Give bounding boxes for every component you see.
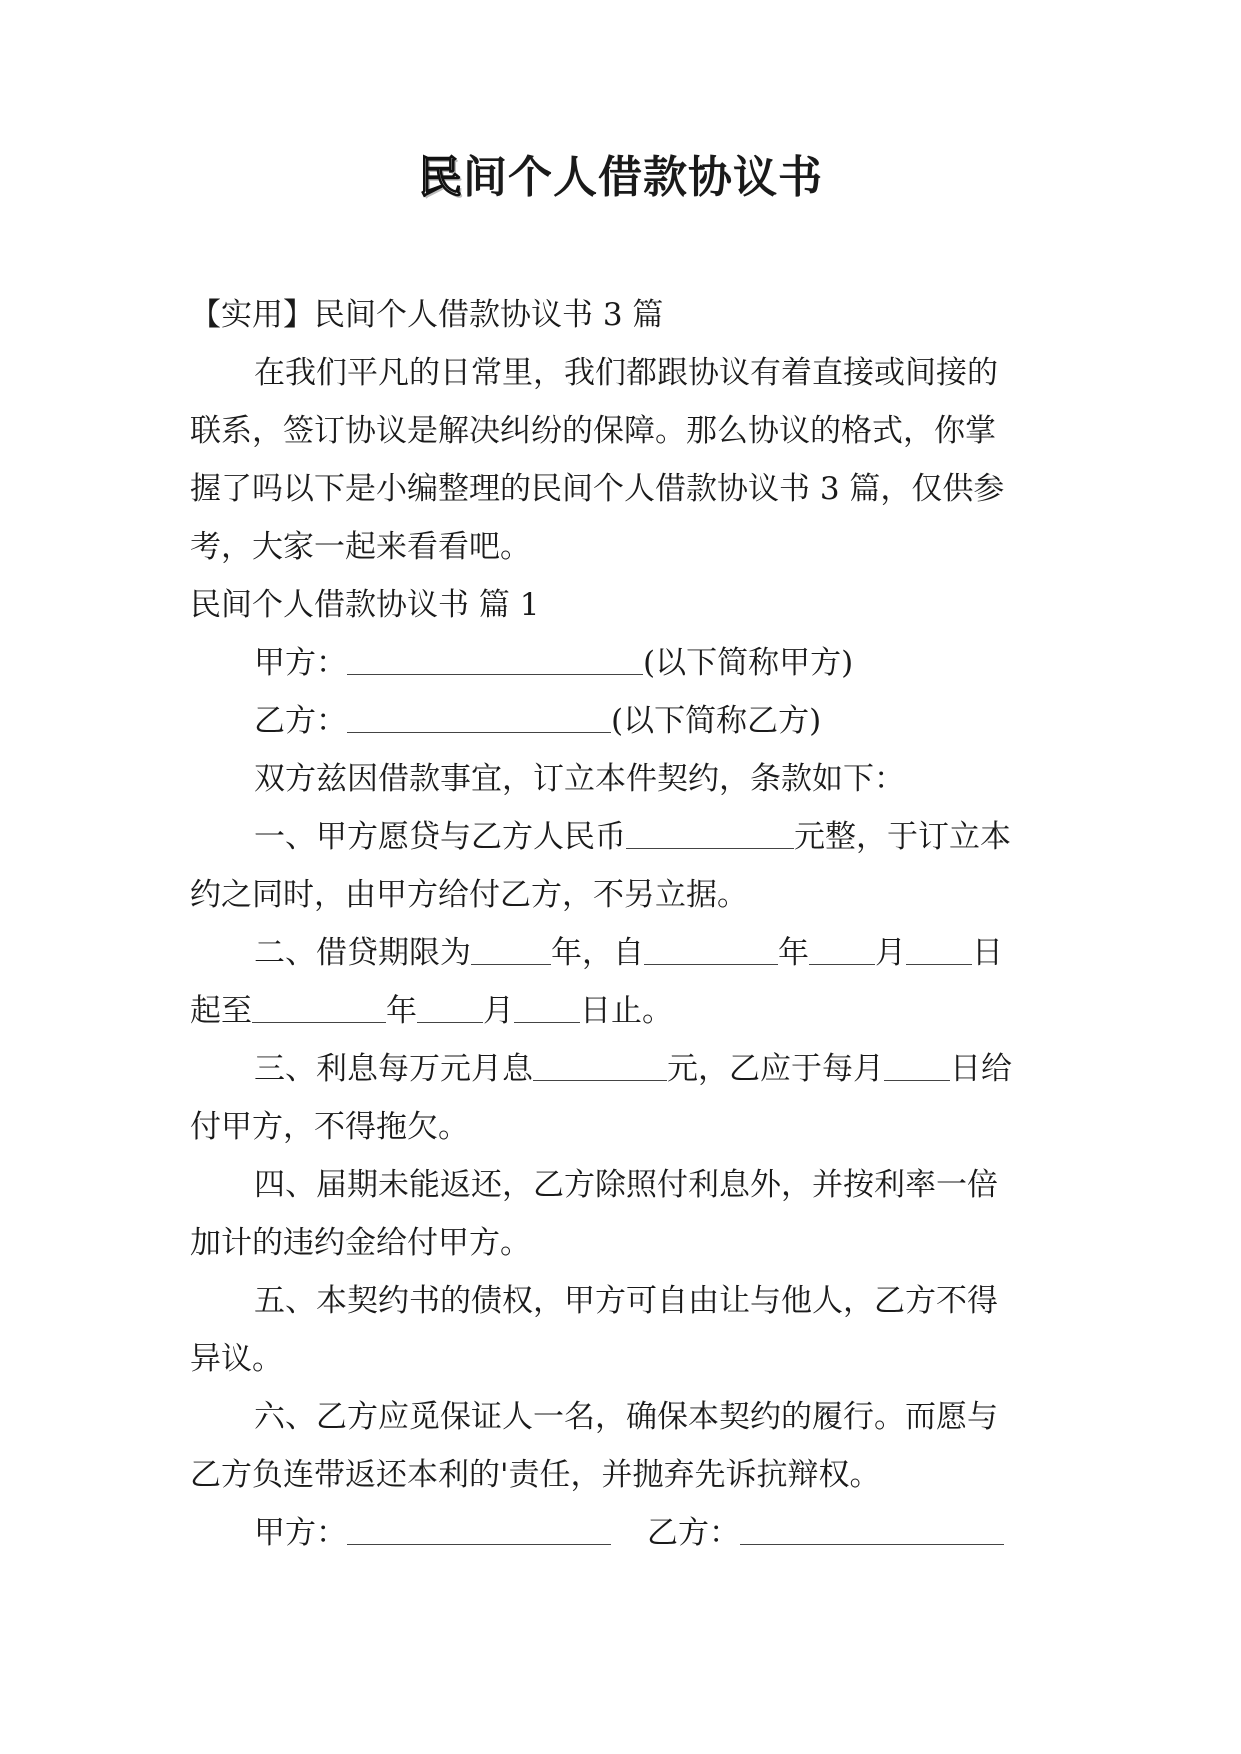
amount-blank: [626, 818, 794, 849]
intro-line-4: 考，大家一起来看看吧。: [190, 529, 531, 565]
clause-6-line-2: 乙方负连带返还本利的'责任，并抛弃先诉抗辩权。: [190, 1457, 881, 1493]
preamble: 双方兹因借款事宜，订立本件契约，条款如下：: [254, 761, 905, 797]
party-b-blank: [347, 702, 611, 733]
party-a-label: 甲方：: [254, 645, 347, 681]
party-a-blank: [347, 644, 643, 675]
clause-1-text-b: 元整，于订立本: [794, 819, 1011, 855]
party-b-line: [190, 692, 1050, 750]
end-month-blank: [417, 992, 483, 1023]
clause-4-line-1: 四、届期未能返还，乙方除照付利息外，并按利率一倍: [254, 1167, 998, 1203]
interest-blank: [533, 1050, 667, 1081]
clause-2-line2-d: 日止。: [580, 993, 673, 1029]
section-title: 民间个人借款协议书 篇 1: [190, 587, 540, 623]
title-rest: 间个人借款协议书: [463, 152, 823, 203]
clause-3-text-b: 元，乙应于每月: [667, 1051, 884, 1087]
party-a-suffix: (以下简称甲方): [643, 645, 854, 681]
start-month-blank: [809, 934, 875, 965]
clause-2-line-1: [190, 924, 1050, 982]
clause-2-text-a: 二、借贷期限为: [254, 935, 471, 971]
clause-2-text-c: 年: [778, 935, 809, 971]
party-b-label: 乙方：: [254, 703, 347, 739]
start-day-blank: [906, 934, 972, 965]
clause-2-text-d: 月: [875, 935, 906, 971]
end-day-blank: [514, 992, 580, 1023]
term-years-blank: [471, 934, 551, 965]
party-b-suffix: (以下简称乙方): [611, 703, 822, 739]
clause-2-line2-b: 年: [386, 993, 417, 1029]
clause-2-line2-a: 起至: [190, 993, 252, 1029]
clause-6-line-1: 六、乙方应觅保证人一名，确保本契约的履行。而愿与: [254, 1399, 998, 1435]
clause-2-text-e: 日: [972, 935, 1003, 971]
clause-3-line-1: [190, 1040, 1050, 1098]
signature-party-b-label: 乙方：: [647, 1515, 740, 1551]
clause-1-line-1: [190, 808, 1050, 866]
clause-3-line-2: 付甲方，不得拖欠。: [190, 1109, 469, 1145]
clause-1-text-a: 一、甲方愿贷与乙方人民币: [254, 819, 626, 855]
document-body: [190, 286, 1050, 1562]
intro-line-1: 在我们平凡的日常里，我们都跟协议有着直接或间接的: [254, 355, 998, 391]
signature-party-a-blank: [347, 1514, 611, 1545]
clause-2-line2-c: 月: [483, 993, 514, 1029]
clause-3-text-c: 日给: [950, 1051, 1012, 1087]
party-a-line: [190, 634, 1050, 692]
clause-2-line-2: [190, 982, 1050, 1040]
clause-3-text-a: 三、利息每万元月息: [254, 1051, 533, 1087]
clause-1-line-2: 约之同时，由甲方给付乙方，不另立据。: [190, 877, 748, 913]
start-year-blank: [644, 934, 778, 965]
clause-5-line-2: 异议。: [190, 1341, 283, 1377]
payment-day-blank: [884, 1050, 950, 1081]
document-heading: 【实用】民间个人借款协议书 3 篇: [190, 297, 664, 333]
clause-2-text-b: 年，自: [551, 935, 644, 971]
clause-4-line-2: 加计的违约金给付甲方。: [190, 1225, 531, 1261]
title-first-char: 民: [418, 152, 463, 203]
intro-line-3: 握了吗以下是小编整理的民间个人借款协议书 3 篇，仅供参: [190, 471, 1005, 507]
signature-party-a-label: 甲方：: [254, 1515, 347, 1551]
clause-5-line-1: 五、本契约书的债权，甲方可自由让与他人，乙方不得: [254, 1283, 998, 1319]
end-year-blank: [252, 992, 386, 1023]
document-title: [0, 148, 1241, 208]
signature-party-b-blank: [740, 1514, 1004, 1545]
signature-line: [190, 1504, 1050, 1562]
intro-line-2: 联系，签订协议是解决纠纷的保障。那么协议的格式，你掌: [190, 413, 996, 449]
